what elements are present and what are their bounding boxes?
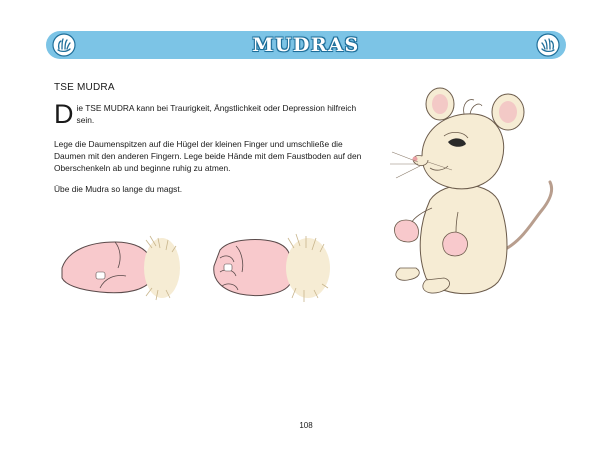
section-title: TSE MUDRA <box>54 82 115 93</box>
mouse-head <box>422 114 504 189</box>
right-sleeve-fur <box>286 234 330 302</box>
mudra-hands-illustration <box>60 228 360 308</box>
intro-text: ie TSE MUDRA kann bei Traurigkeit, Ängstlichkeit oder Depression hilfreich sein. <box>76 103 357 125</box>
mouse-fist-right <box>443 232 468 256</box>
mouse-tail <box>500 182 552 252</box>
mouse-ear-right-inner <box>499 101 517 123</box>
title-banner <box>46 31 566 59</box>
page-title: MUDRAS <box>252 34 360 56</box>
intro-paragraph <box>54 99 372 129</box>
mouse-foot-left <box>396 268 419 280</box>
left-sleeve-fur <box>144 236 180 300</box>
mouse-hair-tuft <box>464 100 482 114</box>
drop-cap: D <box>54 99 74 129</box>
mouse-character-illustration <box>382 82 560 304</box>
mouse-fist-left <box>394 220 418 242</box>
hand-icon <box>536 33 560 57</box>
right-hand <box>214 240 291 296</box>
instruction-paragraph: Lege die Daumenspitzen auf die Hügel der kleinen Finger und umschließe die Daumen mit den anderen Fingern. Lege beide Hände mit dem Faustboden auf den Oberschenkeln ab und beginne ruhig zu atmen. <box>54 139 362 173</box>
closing-paragraph: Übe die Mudra so lange du magst. <box>54 184 183 194</box>
mouse-ear-left-inner <box>432 94 448 114</box>
page-number: 108 <box>299 421 313 430</box>
left-hand <box>62 242 148 293</box>
